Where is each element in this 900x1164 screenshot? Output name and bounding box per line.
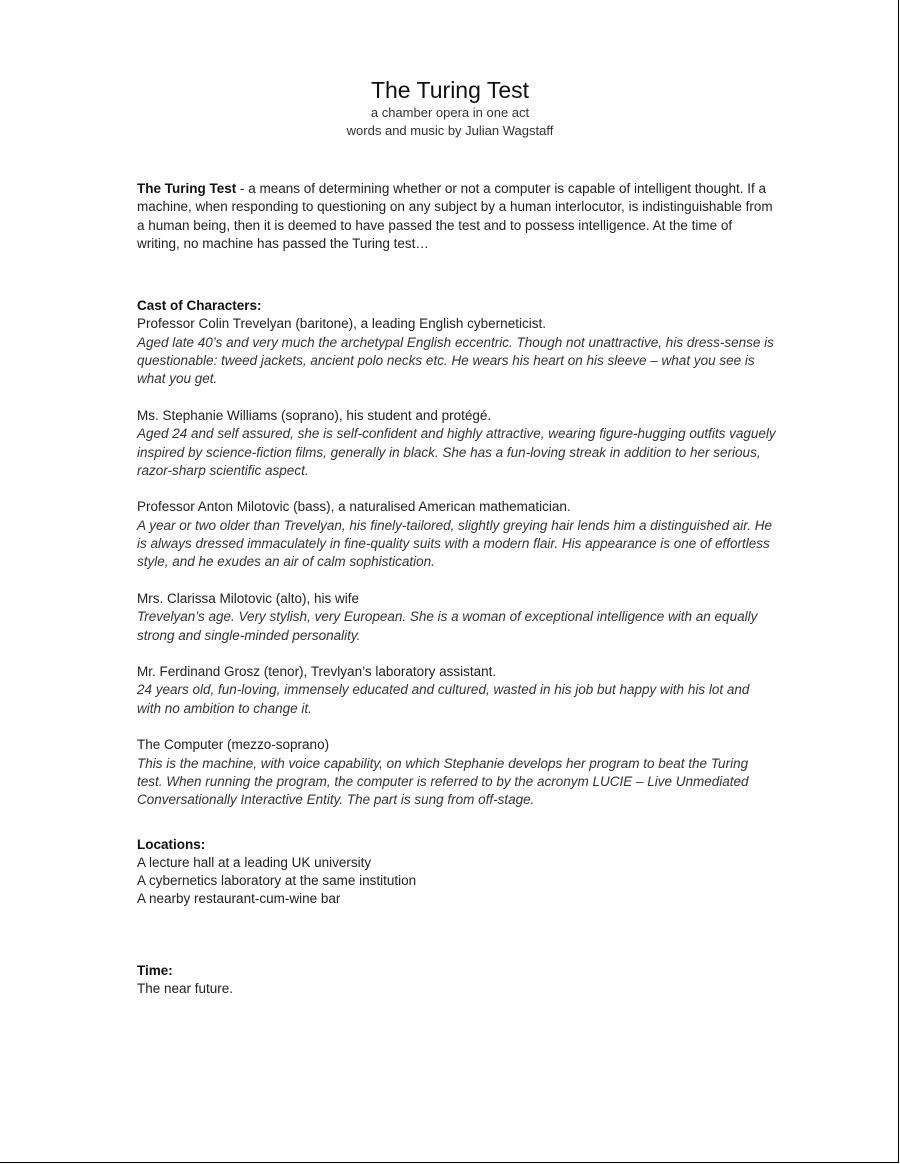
locations-section: [137, 836, 777, 909]
cast-heading: Cast of Characters:: [137, 298, 262, 314]
location-item: A lecture hall at a leading UK university: [137, 854, 372, 870]
character-entry: [137, 663, 777, 718]
time-heading: Time:: [137, 962, 173, 978]
intro-paragraph: [137, 180, 777, 253]
character-description: Aged late 40’s and very much the archetypal English eccentric. Though not unattractive, his dress-sense is questionable: tweed jackets, ancient polo necks etc. He wears his heart on his sleeve – what you see is what you get.: [137, 334, 774, 387]
location-item: A cybernetics laboratory at the same institution: [137, 873, 417, 889]
document-subtitle: a chamber opera in one act: [370, 105, 530, 120]
character-entry: [137, 498, 777, 571]
character-description: Aged 24 and self assured, she is self-confident and highly attractive, wearing figure-hugging outfits vaguely inspired by science-fiction films, generally in black. She has a fun-loving streak in addition to her serious, razor-sharp scientific aspect.: [137, 426, 776, 478]
intro-term: The Turing Test: [137, 181, 237, 196]
locations-heading: Locations:: [137, 836, 206, 852]
document-body: [137, 180, 777, 998]
character-entry: [137, 736, 777, 809]
character-name: Ms. Stephanie Williams (soprano), his student and protégé.: [137, 407, 492, 423]
intro-definition: - a means of determining whether or not a computer is capable of intelligent thought. If a machine, when responding to questioning on any subject by a human interlocutor, is indistinguishable from a human being, then it is deemed to have passed the test and to possess intelligence. At the time of writing, no machine has passed the Turing test…: [137, 181, 773, 251]
character-entry: [137, 407, 777, 480]
character-entry: [137, 590, 777, 645]
document-header: [0, 76, 900, 140]
character-description: A year or two older than Trevelyan, his finely-tailored, slightly greying hair lends him a distinguished air. He is always dressed immaculately in fine-quality suits with a modern flair. His appearance is one of effortless style, and he exudes an air of calm sophistication.: [137, 517, 773, 570]
character-description: This is the machine, with voice capability, on which Stephanie develops her program to beat the Turing test. When running the program, the computer is referred to by the acronym LUCIE – Live Unmediated Conversationally Interactive Entity. The part is sung from off-stage.: [137, 755, 749, 808]
cast-section: [137, 297, 777, 809]
character-name: Professor Anton Milotovic (bass), a naturalised American mathematician.: [137, 499, 571, 515]
document-title: The Turing Test: [370, 77, 530, 103]
character-description: Trevelyan’s age. Very stylish, very European. She is a woman of exceptional intelligence with an equally strong and single-minded personality.: [137, 609, 758, 643]
character-entry: [137, 315, 777, 388]
character-description: 24 years old, fun-loving, immensely educated and cultured, wasted in his job but happy with his lot and with no ambition to change it.: [137, 682, 750, 716]
character-name: Mr. Ferdinand Grosz (tenor), Trevlyan’s laboratory assistant.: [137, 664, 497, 680]
character-name: Professor Colin Trevelyan (baritone), a leading English cyberneticist.: [137, 316, 546, 332]
character-name: Mrs. Clarissa Milotovic (alto), his wife: [137, 590, 360, 606]
character-name: The Computer (mezzo-soprano): [137, 737, 330, 753]
document-credits: words and music by Julian Wagstaff: [346, 123, 554, 138]
time-section: [137, 962, 777, 999]
location-item: A nearby restaurant-cum-wine bar: [137, 891, 341, 907]
time-value: The near future.: [137, 980, 234, 996]
